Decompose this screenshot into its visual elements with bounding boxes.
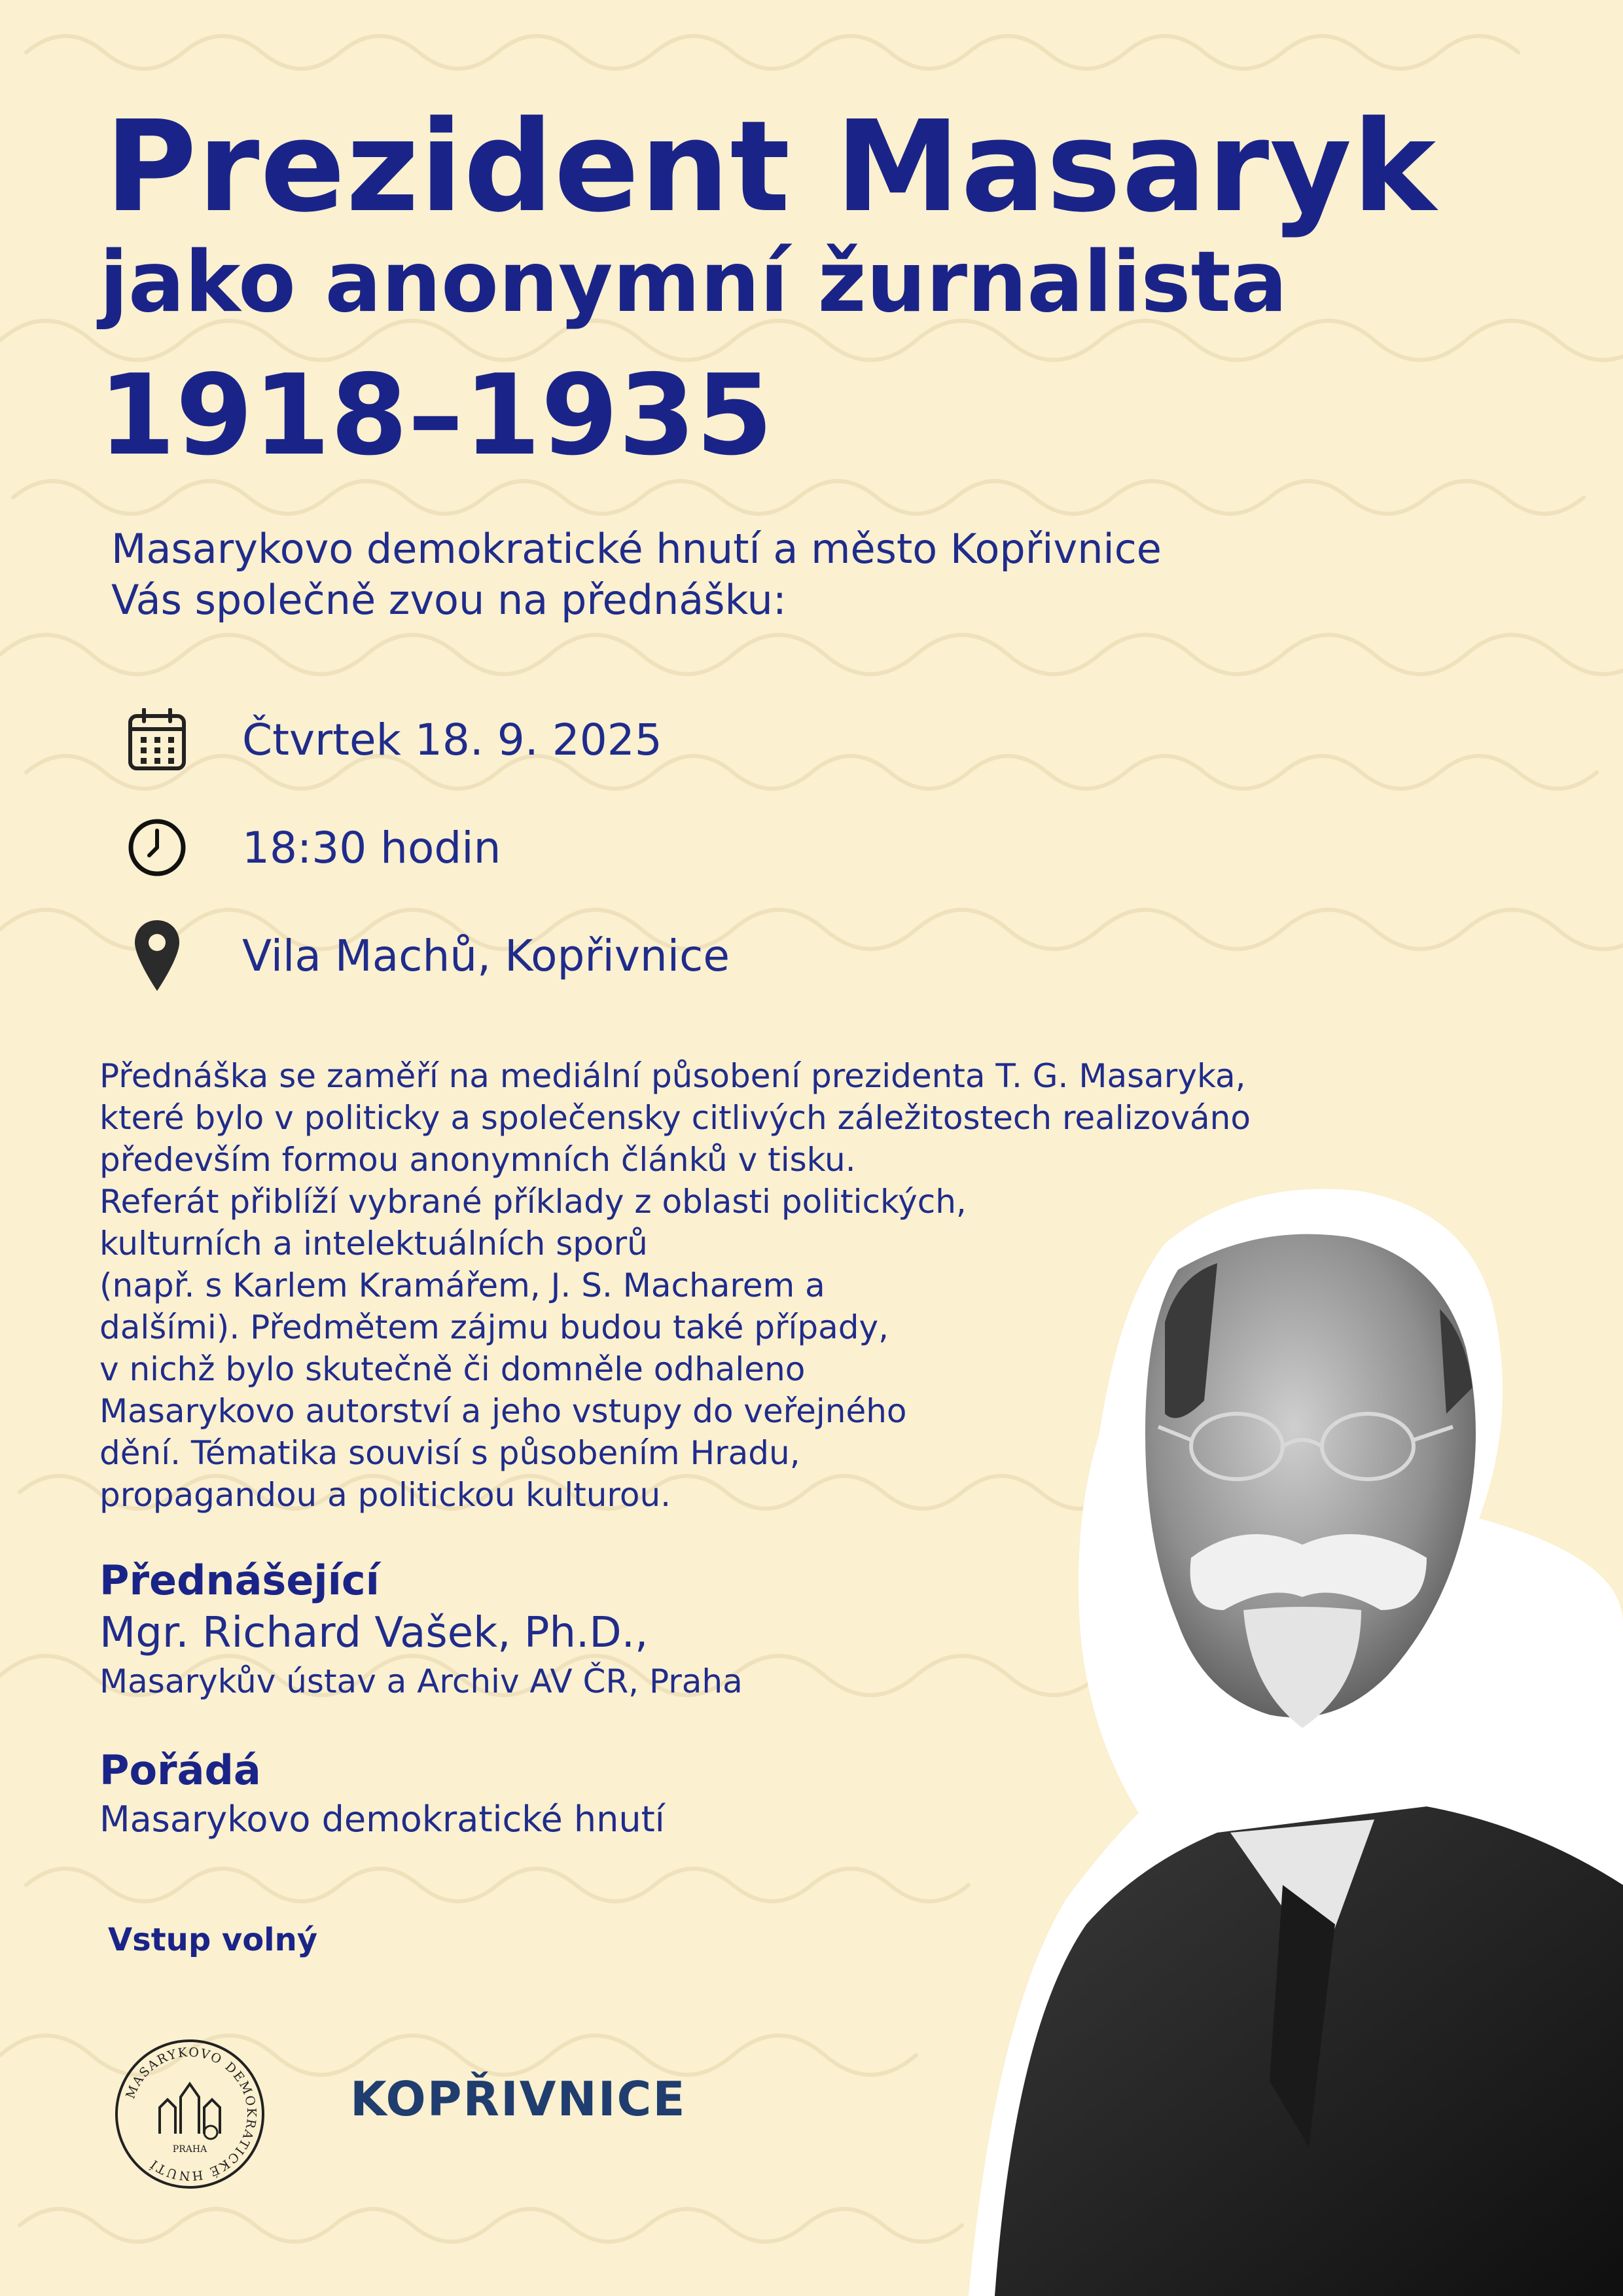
organizer-name: Masarykovo demokratické hnutí [99, 1799, 665, 1840]
map-pin-icon [124, 923, 190, 988]
invitation-line-2: Vás společně zvou na přednášku: [111, 576, 787, 624]
masaryk-movement-seal [113, 2037, 267, 2191]
description-line: Referát přiblíží vybrané příklady z oblasti politických, [99, 1183, 967, 1221]
event-time: 18:30 hodin [242, 822, 501, 873]
calendar-icon [124, 707, 190, 772]
clock-icon [124, 815, 190, 880]
admission-note: Vstup volný [108, 1922, 318, 1958]
lecturer-label: Přednášející [99, 1556, 380, 1604]
title-years: 1918–1935 [98, 351, 774, 480]
invitation-text [111, 524, 1162, 626]
lecturer-affiliation: Masarykův ústav a Archiv AV ČR, Praha [99, 1662, 743, 1700]
lecture-description [99, 1055, 1474, 1516]
description-line: kulturních a intelektuálních sporů [99, 1225, 648, 1263]
description-line: v nichž bylo skutečně či domněle odhaleno [99, 1350, 806, 1388]
description-line: dalšími). Předmětem zájmu budou také případy, [99, 1308, 889, 1346]
svg-text:MASARYKOVO DEMOKRATICKÉ HNUTÍ: MASARYKOVO DEMOKRATICKÉ HNUTÍ [123, 2045, 259, 2183]
event-time-row [124, 808, 501, 887]
title-line-1: Prezident Masaryk [105, 94, 1437, 240]
description-line: (např. s Karlem Kramářem, J. S. Macharem a [99, 1266, 825, 1304]
description-line: které bylo v politicky a společensky citlivých záležitostech realizováno [99, 1099, 1251, 1137]
description-line: Přednáška se zaměří na mediální působení prezidenta T. G. Masaryka, [99, 1057, 1246, 1095]
event-date-row [124, 700, 662, 779]
event-place: Vila Machů, Kopřivnice [242, 930, 730, 981]
lecturer-name: Mgr. Richard Vašek, Ph.D., [99, 1609, 649, 1657]
description-line: Masarykovo autorství a jeho vstupy do veřejného [99, 1392, 907, 1430]
event-date: Čtvrtek 18. 9. 2025 [242, 714, 662, 765]
title-line-2: jako anonymní žurnalista [99, 234, 1288, 331]
description-line: především formou anonymních článků v tisku. [99, 1141, 856, 1179]
event-place-row [124, 916, 730, 995]
organizer-label: Pořádá [99, 1746, 261, 1794]
seal-city: PRAHA [172, 2144, 207, 2155]
description-line: dění. Tématika souvisí s působením Hradu, [99, 1434, 800, 1472]
description-line: propagandou a politickou kulturou. [99, 1476, 671, 1514]
invitation-line-1: Masarykovo demokratické hnutí a město Kopřivnice [111, 525, 1162, 573]
koprivnice-logo: KOPŘIVNICE [350, 2072, 687, 2126]
